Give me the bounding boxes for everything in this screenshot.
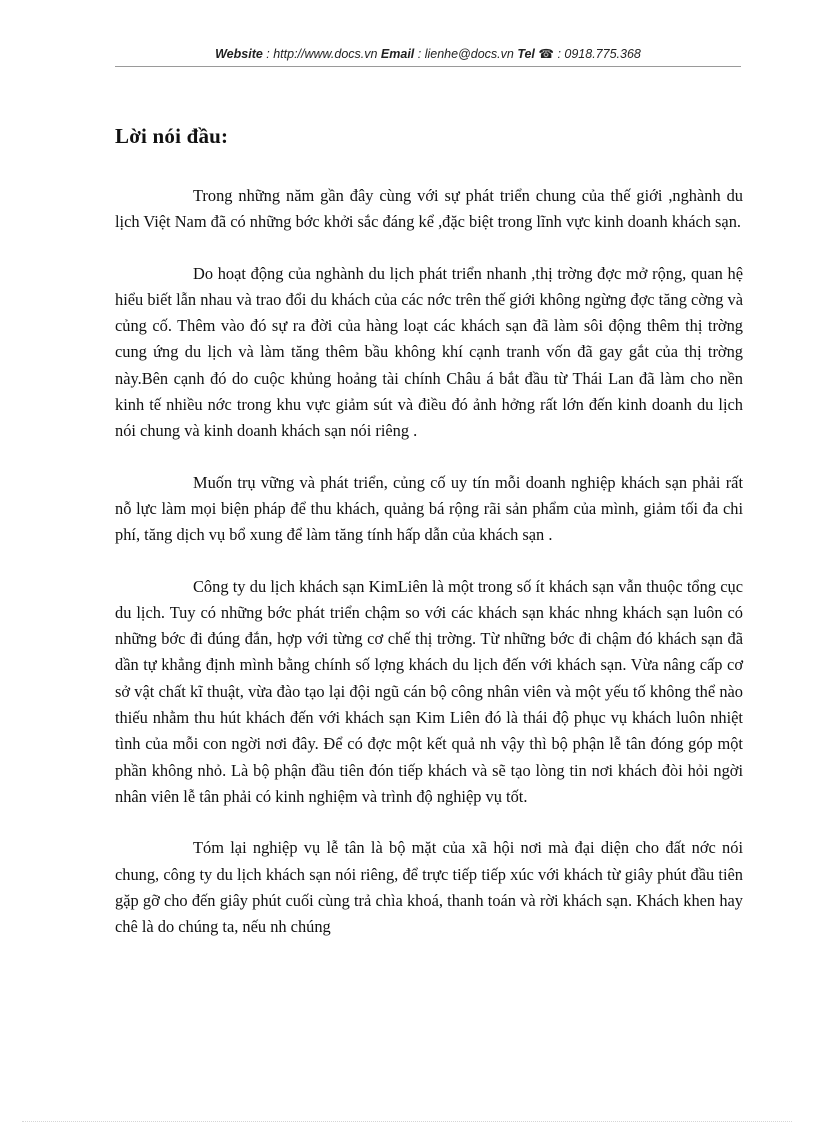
email-address: : lienhe@docs.vn xyxy=(414,47,518,61)
phone-icon: ☎ xyxy=(538,47,554,61)
header-divider xyxy=(115,66,741,67)
paragraph-market: Do hoạt động của nghành du lịch phát triển nhanh ,thị trờng đợc mở rộng, quan hệ hiểu biết lẫn nhau và trao đổi du khách của các nớc trên thế giới không ngừng đợc tăng cờng và củng cố. Thêm vào đó sự ra đời của hàng loạt các khách sạn đã làm sôi động thêm thị trờng cung ứng du lịch và làm tăng thêm bầu không khí cạnh tranh vốn đã gay gắt của thị trờng này.Bên cạnh đó do cuộc khủng hoảng tài chính Châu á bắt đầu từ Thái Lan đã làm cho nền kinh tế nhiều nớc trong khu vực giảm sút và điều đó ảnh hởng rất lớn đến kinh doanh du lịch nói chung và kinh doanh khách sạn nói riêng . xyxy=(115,263,743,441)
paragraph-kimlien: Công ty du lịch khách sạn KimLiên là một trong số ít khách sạn vẫn thuộc tổng cục du lịch. Tuy có những bớc phát triển chậm so với các khách sạn khác nhng khách sạn luôn có những bớc đi đúng đắn, hợp với từng cơ chế thị trờng. Từ những bớc đi chậm đó khách sạn đã dần tự khẳng định mình bằng chính số lợng khách du lịch đến với khách sạn. Vừa nâng cấp cơ sở vật chất kĩ thuật, vừa đào tạo lại đội ngũ cán bộ công nhân viên và một yếu tố không thể nào thiếu nhằm thu hút khách đến với khách sạn Kim Liên đó là thái độ phục vụ khách luôn nhiệt tình của mỗi con ngời nơi đây. Để có đợc một kết quả nh vậy thì bộ phận lễ tân đóng góp một phần không nhỏ. Là bộ phận đầu tiên đón tiếp khách và sẽ tạo lòng tin nơi khách đòi hỏi ngời nhân viên lễ tân phải có kinh nghiệm và trình độ nghiệp vụ tốt. xyxy=(115,576,743,806)
website-label: Website xyxy=(215,47,263,61)
website-url: : http://www.docs.vn xyxy=(262,47,381,61)
page-title: Lời nói đầu: xyxy=(115,124,229,148)
email-label: Email xyxy=(380,47,415,61)
tel-label: Tel xyxy=(517,47,535,61)
tel-number: : 0918.775.368 xyxy=(553,47,641,61)
document-body xyxy=(115,183,743,965)
paragraph-development: Muốn trụ vững và phát triển, củng cố uy tín mỗi doanh nghiệp khách sạn phải rất nỗ lực làm mọi biện pháp để thu khách, quảng bá rộng rãi sản phẩm của mình, giảm tối đa chi phí, tăng dịch vụ bổ xung để làm tăng tính hấp dẫn của khách sạn . xyxy=(115,472,743,545)
page-bottom-border xyxy=(22,1121,792,1122)
page-header xyxy=(115,46,741,61)
paragraph-intro: Trong những năm gần đây cùng với sự phát triển chung của thế giới ,nghành du lịch Việt Nam đã có những bớc khởi sắc đáng kể ,đặc biệt trong lĩnh vực kinh doanh khách sạn. xyxy=(115,186,743,232)
paragraph-summary: Tóm lại nghiệp vụ lễ tân là bộ mặt của xã hội nơi mà đại diện cho đất nớc nói chung, công ty du lịch khách sạn nói riêng, để trực tiếp tiếp xúc với khách từ giây phút đầu tiên gặp gỡ cho đến giây phút cuối cùng trả chìa khoá, thanh toán và rời khách sạn. Khách khen hay chê là do chúng ta, nếu nh chúng xyxy=(115,838,743,937)
